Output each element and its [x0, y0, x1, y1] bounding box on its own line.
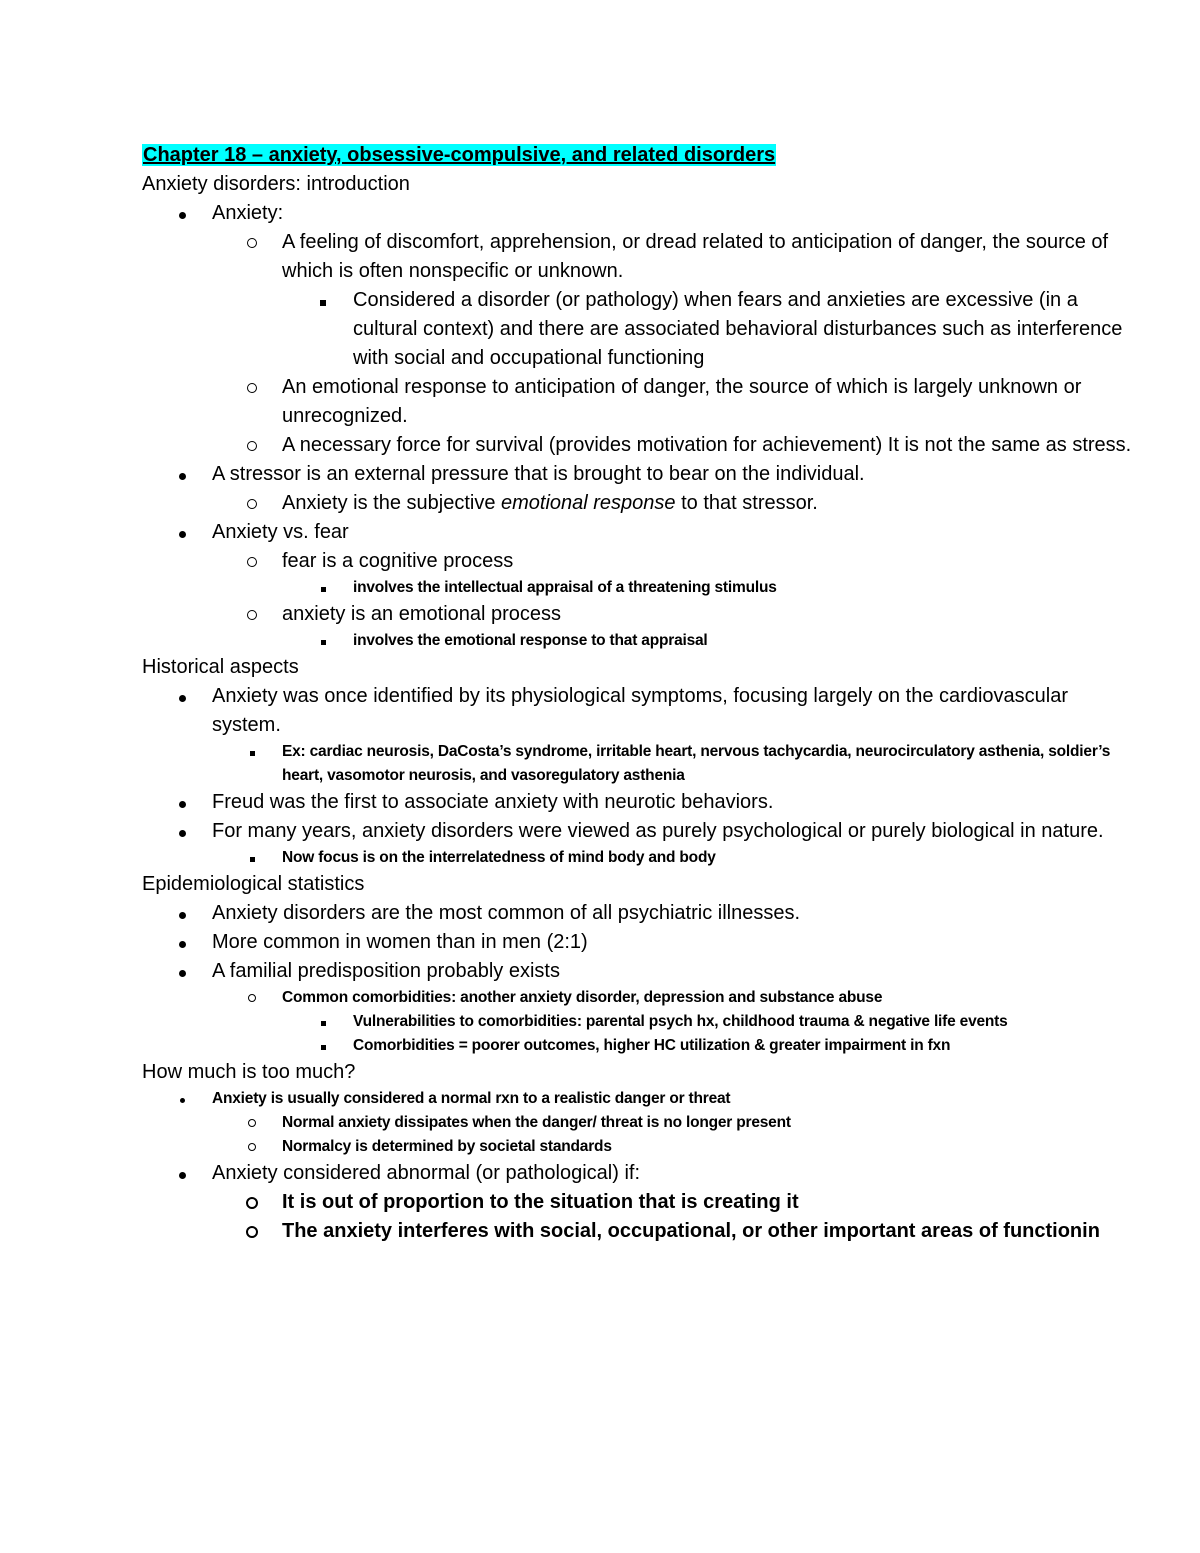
- bullet-ring-icon: [242, 986, 262, 1010]
- title-line: [142, 140, 1142, 170]
- bullet-ring-icon: [242, 489, 262, 518]
- bullet-dot-icon: [172, 957, 192, 986]
- list-item: Normalcy is determined by societal standards: [142, 1135, 1142, 1159]
- historical-list: [142, 682, 1142, 870]
- bullet-ring-icon: [242, 228, 262, 257]
- list-item: The anxiety interferes with social, occupational, or other important areas of functionin: [142, 1217, 1142, 1246]
- section-heading-intro: Anxiety disorders: introduction: [142, 173, 410, 195]
- list-item: It is out of proportion to the situation that is creating it: [142, 1188, 1142, 1217]
- list-item: Common comorbidities: another anxiety disorder, depression and substance abuse: [142, 986, 1142, 1010]
- list-item: Ex: cardiac neurosis, DaCosta’s syndrome, irritable heart, nervous tachycardia, neurocirculatory asthenia, soldier’s heart, vasomotor neurosis, and vasoregulatory asthenia: [142, 740, 1142, 788]
- list-item: Now focus is on the interrelatedness of mind body and body: [142, 846, 1142, 870]
- list-item: For many years, anxiety disorders were viewed as purely psychological or purely biological in nature.: [142, 817, 1142, 846]
- bullet-square-icon: [313, 1010, 333, 1034]
- bullet-square-icon: [242, 846, 262, 870]
- bullet-ring-icon: [242, 1111, 262, 1135]
- list-item: Vulnerabilities to comorbidities: parental psych hx, childhood trauma & negative life events: [142, 1010, 1142, 1034]
- section-heading-epidemiological: Epidemiological statistics: [142, 873, 365, 895]
- bullet-dot-icon: [172, 199, 192, 228]
- list-item: Freud was the first to associate anxiety with neurotic behaviors.: [142, 788, 1142, 817]
- list-item: Comorbidities = poorer outcomes, higher HC utilization & greater impairment in fxn: [142, 1034, 1142, 1058]
- section-heading-historical: Historical aspects: [142, 656, 299, 678]
- bullet-dot-icon: [172, 518, 192, 547]
- list-item: anxiety is an emotional process: [142, 600, 1142, 629]
- list-item: fear is a cognitive process: [142, 547, 1142, 576]
- list-item: involves the intellectual appraisal of a threatening stimulus: [142, 576, 1142, 600]
- bullet-dot-icon: [172, 682, 192, 711]
- epidemiological-list: [142, 899, 1142, 1058]
- document-page: [142, 140, 1142, 1246]
- list-item: A necessary force for survival (provides motivation for achievement) It is not the same as stress.: [142, 431, 1142, 460]
- list-item: Anxiety disorders are the most common of all psychiatric illnesses.: [142, 899, 1142, 928]
- bullet-ring-icon: [242, 431, 262, 460]
- bullet-ring-icon: [242, 600, 262, 629]
- bullet-dot-icon: [172, 788, 192, 817]
- intro-list: [142, 199, 1142, 653]
- bullet-dot-icon: [172, 1159, 192, 1188]
- list-item: Normal anxiety dissipates when the danger/ threat is no longer present: [142, 1111, 1142, 1135]
- list-item: Anxiety was once identified by its physiological symptoms, focusing largely on the cardiovascular system.: [142, 682, 1142, 740]
- bullet-ring-icon: [242, 547, 262, 576]
- list-item: A stressor is an external pressure that is brought to bear on the individual.: [142, 460, 1142, 489]
- list-item: Anxiety:: [142, 199, 1142, 228]
- list-item: Anxiety is the subjective emotional response to that stressor.: [142, 489, 1142, 518]
- bullet-square-icon: [242, 740, 262, 764]
- list-item: involves the emotional response to that appraisal: [142, 629, 1142, 653]
- bullet-square-icon: [313, 576, 333, 600]
- bullet-square-icon: [313, 629, 333, 653]
- bullet-ring-icon: [242, 1188, 262, 1218]
- list-item: A feeling of discomfort, apprehension, or dread related to anticipation of danger, the source of which is often nonspecific or unknown.: [142, 228, 1142, 286]
- bullet-dot-icon: [172, 928, 192, 957]
- list-item: Anxiety is usually considered a normal rxn to a realistic danger or threat: [142, 1087, 1142, 1111]
- list-item: A familial predisposition probably exists: [142, 957, 1142, 986]
- bullet-square-icon: [313, 286, 333, 315]
- list-item: Considered a disorder (or pathology) when fears and anxieties are excessive (in a cultural context) and there are associated behavioral disturbances such as interference with social and occupational functioning: [142, 286, 1142, 373]
- bullet-dot-icon: [172, 1087, 192, 1111]
- list-item: Anxiety considered abnormal (or pathological) if:: [142, 1159, 1142, 1188]
- bullet-ring-icon: [242, 373, 262, 402]
- section-heading-howmuch: How much is too much?: [142, 1061, 356, 1083]
- list-item: Anxiety vs. fear: [142, 518, 1142, 547]
- bullet-dot-icon: [172, 460, 192, 489]
- list-item: An emotional response to anticipation of danger, the source of which is largely unknown or unrecognized.: [142, 373, 1142, 431]
- bullet-square-icon: [313, 1034, 333, 1058]
- list-item: More common in women than in men (2:1): [142, 928, 1142, 957]
- bullet-dot-icon: [172, 899, 192, 928]
- bullet-dot-icon: [172, 817, 192, 846]
- document-title: Chapter 18 – anxiety, obsessive-compulsive, and related disorders: [143, 144, 776, 166]
- bullet-ring-icon: [242, 1217, 262, 1247]
- bullet-ring-icon: [242, 1135, 262, 1159]
- howmuch-list: [142, 1087, 1142, 1246]
